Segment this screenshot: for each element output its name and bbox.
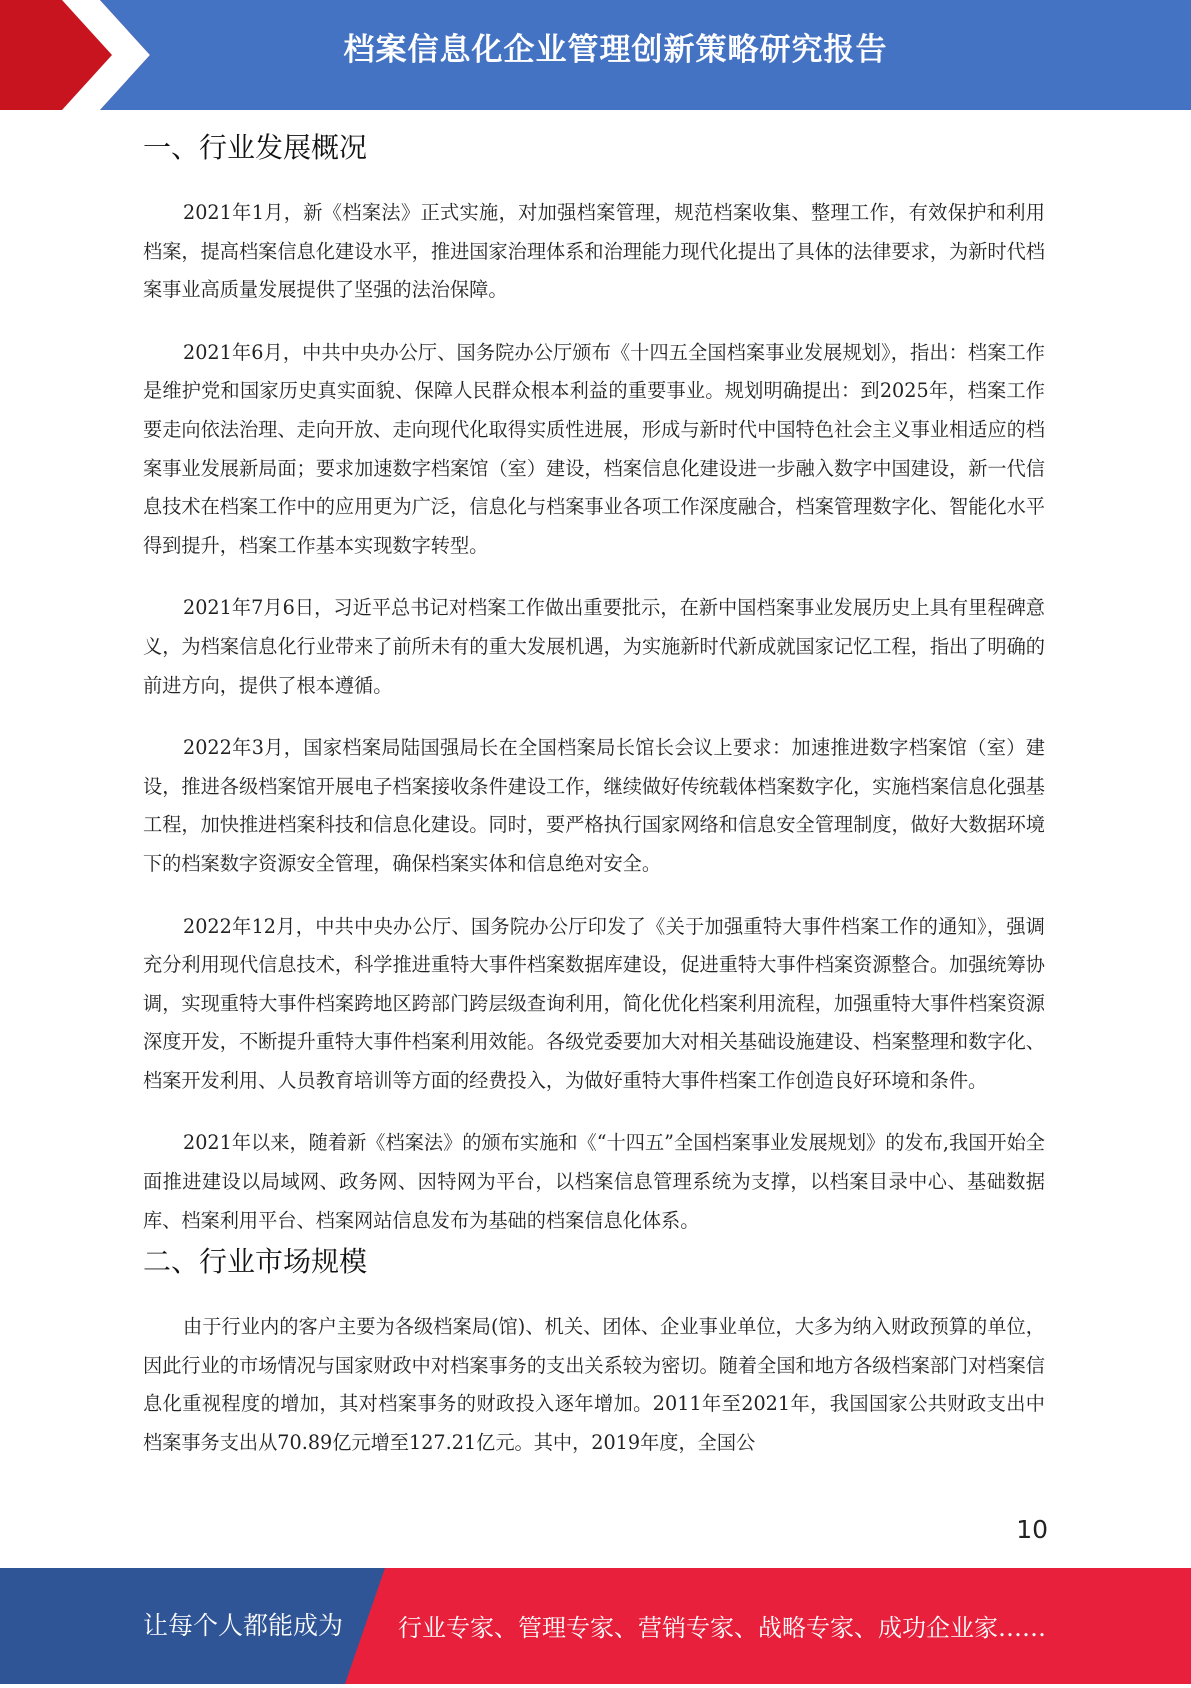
paragraph: 2022年12月，中共中央办公厅、国务院办公厅印发了《关于加强重特大事件档案工作的通知》，强调充分利用现代信息技术，科学推进重特大事件档案数据库建设，促进重特大事件档案资源整合。加强统筹协调，实现重特大事件档案跨地区跨部门跨层级查询利用，简化优化档案利用流程，加强重特大事件档案资源深度开发，不断提升重特大事件档案利用效能。各级党委要加大对相关基础设施建设、档案整理和数字化、档案开发利用、人员教育培训等方面的经费投入，为做好重特大事件档案工作创造良好环境和条件。 [143,914,1045,1092]
page-header [0,0,1191,110]
paragraph: 由于行业内的客户主要为各级档案局(馆)、机关、团体、企业事业单位，大多为纳入财政预算的单位，因此行业的市场情况与国家财政中对档案事务的支出关系较为密切。随着全国和地方各级档案部门对档案信息化重视程度的增加，其对档案事务的财政投入逐年增加。2011年至2021年，我国国家公共财政支出中档案事务支出从70.89亿元增至127.21亿元。其中，2019年度，全国公 [143,1315,1045,1455]
report-title: 档案信息化企业管理创新策略研究报告 [343,32,888,68]
section-heading-industry-overview: 一、行业发展概况 [143,131,368,164]
document-body [143,126,1045,1463]
paragraph: 2021年7月6日，习近平总书记对档案工作做出重要批示，在新中国档案事业发展历史上具有里程碑意义，为档案信息化行业带来了前所未有的重大发展机遇，为实施新时代新成就国家记忆工程，指出了明确的前进方向，提供了根本遵循。 [143,596,1045,697]
section-heading-market-size: 二、行业市场规模 [143,1245,368,1279]
paragraph: 2022年3月，国家档案局陆国强局长在全国档案局长馆长会议上要求：加速推进数字档案馆（室）建设，推进各级档案馆开展电子档案接收条件建设工作，继续做好传统载体档案数字化，实施档案信息化强基工程，加快推进档案科技和信息化建设。同时，要严格执行国家网络和信息安全管理制度，做好大数据环境下的档案数字资源安全管理，确保档案实体和信息绝对安全。 [143,736,1045,875]
paragraph: 2021年以来，随着新《档案法》的颁布实施和《“十四五”全国档案事业发展规划》的发布,我国开始全面推进建设以局域网、政务网、因特网为平台，以档案信息管理系统为支撑，以档案目录中心、基础数据库、档案利用平台、档案网站信息发布为基础的档案信息化体系。 [143,1131,1045,1232]
paragraph: 2021年1月，新《档案法》正式实施，对加强档案管理，规范档案收集、整理工作，有效保护和利用档案，提高档案信息化建设水平，推进国家治理体系和治理能力现代化提出了具体的法律要求，为新时代档案事业高质量发展提供了坚强的法治保障。 [143,201,1045,302]
paragraph: 2021年6月，中共中央办公厅、国务院办公厅颁布《十四五全国档案事业发展规划》，指出：档案工作是维护党和国家历史真实面貌、保障人民群众根本利益的重要事业。规划明确提出：到2025年，档案工作要走向依法治理、走向开放、走向现代化取得实质性进展，形成与新时代中国特色社会主义事业相适应的档案事业发展新局面；要求加速数字档案馆（室）建设，档案信息化建设进一步融入数字中国建设，新一代信息技术在档案工作中的应用更为广泛，信息化与档案事业各项工作深度融合，档案管理数字化、智能化水平得到提升，档案工作基本实现数字转型。 [143,340,1045,557]
page-number: 10 [1016,1515,1048,1544]
footer-slogan-right: 行业专家、管理专家、营销专家、战略专家、成功企业家…… [398,1614,1046,1642]
page-footer [0,1568,1191,1684]
footer-slogan-left: 让每个人都能成为 [143,1611,344,1640]
